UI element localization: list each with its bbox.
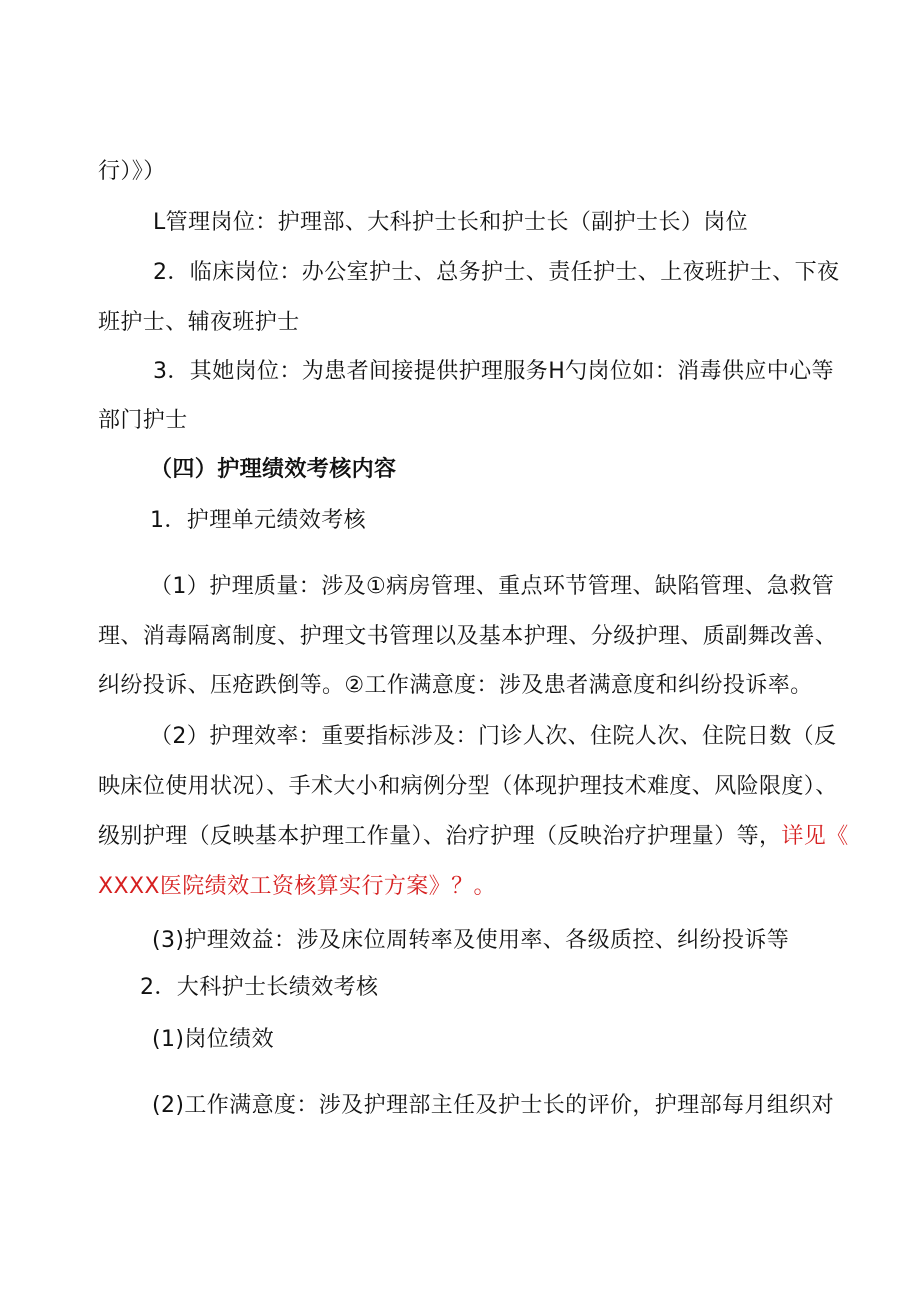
- reference-highlight: 详见《: [781, 824, 849, 849]
- text-line-nursing-efficiency-cont1: 映床位使用状况）、手术大小和病例分型（体现护理技术难度、风险限度）、: [98, 774, 838, 799]
- subheading-chief-nurse-assessment: 2．大科护士长绩效考核: [140, 975, 379, 1000]
- text-line-nursing-quality: （1）护理质量：涉及①病房管理、重点环节管理、缺陷管理、急救管: [150, 574, 835, 599]
- section-heading-assessment-content: （四）护理绩效考核内容: [150, 457, 397, 482]
- subheading-unit-assessment: 1．护理单元绩效考核: [150, 508, 366, 533]
- text-line-nursing-benefit: (3)护理效益：涉及床位周转率及使用率、各级质控、纠纷投诉等: [152, 928, 790, 953]
- text-line-clinical-posts-cont: 班护士、辅夜班护士: [98, 310, 300, 335]
- text-line-work-satisfaction: (2)工作满意度：涉及护理部主任及护士长的评价，护理部每月组织对: [152, 1093, 834, 1118]
- text-line-nursing-quality-cont1: 理、消毒隔离制度、护理文书管理以及基本护理、分级护理、质副舞改善、: [98, 624, 838, 649]
- text-line-nursing-efficiency: （2）护理效率：重要指标涉及：门诊人次、住院人次、住院日数（反: [150, 724, 837, 749]
- text-line-other-posts-cont: 部门护士: [98, 408, 188, 433]
- text-line-post-performance: (1)岗位绩效: [152, 1027, 274, 1052]
- text-line-management-posts: L管理岗位：护理部、大科护士长和护士长（副护士长）岗位: [153, 210, 749, 235]
- text-line-clinical-posts: 2．临床岗位：办公室护士、总务护士、责任护士、上夜班护士、下夜: [153, 260, 840, 285]
- text-line-nursing-quality-cont2: 纠纷投诉、压疮跌倒等。②工作满意度：涉及患者满意度和纠纷投诉率。: [98, 673, 813, 698]
- text-line-segment: 级别护理（反映基本护理工作量）、治疗护理（反映治疗护理量）等，: [98, 824, 782, 849]
- text-line-other-posts: 3．其她岗位：为患者间接提供护理服务H勺岗位如：消毒供应中心等: [153, 359, 834, 384]
- text-line-nursing-efficiency-cont2: [98, 822, 849, 852]
- reference-highlight-plan-title: XXXX医院绩效工资核算实行方案》？。: [98, 874, 496, 899]
- text-line-continuation: 行）》）: [98, 159, 166, 184]
